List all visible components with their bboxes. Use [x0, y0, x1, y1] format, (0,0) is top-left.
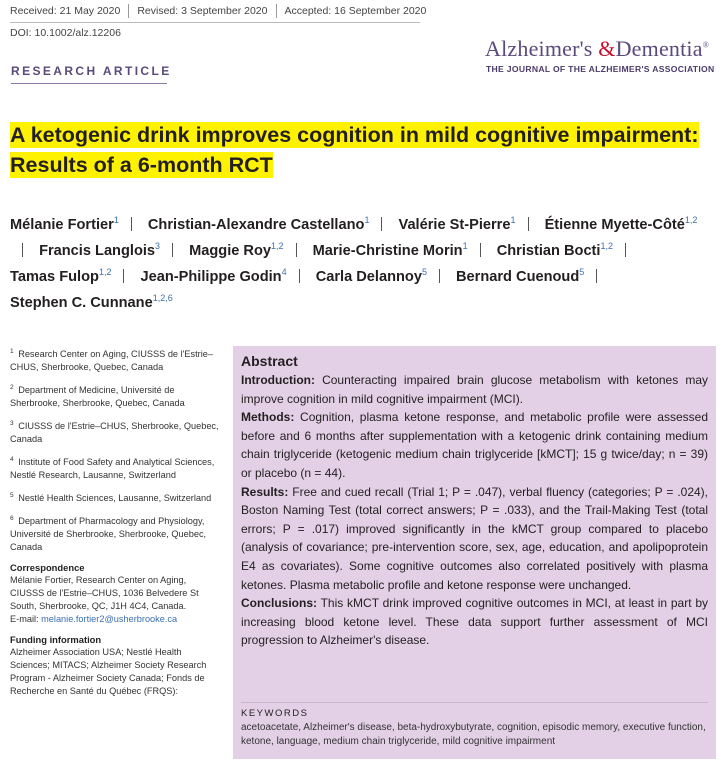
affiliation-list: [10, 345, 220, 554]
affiliation-item: $^5$ Nestlé Health Sciences, Lausanne, Switzerland: [10, 492, 212, 504]
affiliation-item: $^4$ Institute of Food Safety and Analytical Sciences, Nestlé Research, Lausanne, Switzerland: [10, 456, 215, 481]
author-name[interactable]: Bernard Cuenoud$^5$: [456, 267, 585, 285]
author-affiliation-marker[interactable]: 1: [462, 241, 468, 252]
author-name[interactable]: Maggie Roy$^{1,2}$: [189, 241, 284, 259]
author-divider: [123, 269, 124, 283]
author-affiliation-marker[interactable]: 1,2: [271, 241, 284, 252]
title-highlight: A ketogenic drink improves cognition in mild cognitive impairment: Results of a 6-month RCT: [10, 123, 699, 177]
author-divider: [22, 243, 23, 257]
abstract-methods: Methods: Cognition, plasma ketone response, and metabolic profile were assessed before and 6 months after supplementation with a ketogenic drink containing medium chain triglyceride (ketogenic medium chain triglyceride [kMCT]; 15 g twice/day; n = 39) or placebo (n = 44).: [241, 410, 708, 480]
funding: [10, 633, 220, 698]
author-affiliation-marker[interactable]: 1,2: [600, 241, 613, 252]
keywords-text: acetoacetate, Alzheimer's disease, beta-hydroxybutyrate, cognition, episodic memory, executive function, ketone, language, medium chain triglyceride, mild cognitive impairment: [241, 722, 706, 747]
affiliation-item: $^6$ Department of Pharmacology and Physiology, Université de Sherbrooke, Sherbrooke, Quebec, Canada: [10, 515, 207, 553]
journal-logo: Alzheimer's &Dementia®: [485, 36, 709, 61]
author-divider: [296, 243, 297, 257]
author-divider: [439, 269, 440, 283]
received-date: Received: 21 May 2020: [10, 4, 121, 17]
correspondence-email-link[interactable]: melanie.fortier2@usherbrooke.ca: [41, 614, 178, 625]
keywords-rule: [241, 702, 708, 703]
author-name[interactable]: Valérie St-Pierre$^1$: [398, 215, 516, 233]
author-affiliation-marker[interactable]: 1,2,6: [152, 293, 173, 304]
correspondence-text: Mélanie Fortier, Research Center on Aging, CIUSSS de l'Estrie–CHUS, 1036 Belvedere St South, Sherbrooke, QC, J1H 4C4, Canada.: [10, 575, 199, 612]
article-type-rule: [11, 83, 167, 84]
author-affiliation-marker[interactable]: 5: [421, 267, 427, 278]
abstract-introduction: Introduction: Counteracting impaired brain glucose metabolism with ketones may improve cognition in mild cognitive impairment (MCI).: [241, 373, 708, 406]
author-affiliation-marker[interactable]: 1: [510, 215, 516, 226]
author-name[interactable]: Tamas Fulop$^{1,2}$: [10, 267, 112, 285]
correspondence: [10, 561, 220, 626]
author-divider: [381, 217, 382, 231]
doi[interactable]: DOI: 10.1002/alz.12206: [10, 27, 121, 39]
author-name[interactable]: Jean-Philippe Godin$^4$: [140, 267, 287, 285]
author-affiliation-marker[interactable]: 4: [281, 267, 287, 278]
author-divider: [596, 269, 597, 283]
date-divider: [128, 4, 129, 18]
article-dates: [10, 4, 426, 18]
author-divider: [172, 243, 173, 257]
author-divider: [625, 243, 626, 257]
abstract-results: Results: Free and cued recall (Trial 1; P = .047), verbal fluency (categories; P = .024), Boston Naming Test (total correct answers; P = .033), and the Trail-Making Test (total errors; P = .017) improved significantly in the kMCT group compared to placebo (analysis of covariance; pre-intervention score, sex, age, education, and apolipoprotein E4 as covariates). Some cognitive outcomes also correlated positively with plasma ketones. Plasma metabolic profile and ketone response were unchanged.: [241, 484, 708, 592]
abstract-heading: Abstract: [241, 353, 298, 369]
author-name[interactable]: Francis Langlois$^3$: [39, 241, 161, 259]
journal-subtitle: THE JOURNAL OF THE ALZHEIMER'S ASSOCIATION: [486, 64, 715, 74]
keywords-heading: KEYWORDS: [241, 708, 309, 719]
author-list: [10, 212, 720, 316]
affiliation-item: $^1$ Research Center on Aging, CIUSSS de l'Estrie–CHUS, Sherbrooke, Quebec, Canada: [10, 348, 213, 373]
author-affiliation-marker[interactable]: 1: [364, 215, 370, 226]
author-name[interactable]: Christian Bocti$^{1,2}$: [496, 241, 613, 259]
correspondence-heading: Correspondence: [10, 562, 85, 574]
article-type: RESEARCH ARTICLE: [11, 64, 172, 78]
affiliations-column: [10, 345, 220, 705]
header-rule: [10, 22, 420, 23]
author-name[interactable]: Stephen C. Cunnane$^{1,2,6}$: [10, 293, 173, 311]
keywords: [241, 708, 709, 749]
author-name[interactable]: Étienne Myette-Côté$^{1,2}$: [544, 215, 698, 233]
author-name[interactable]: Christian-Alexandre Castellano$^1$: [147, 215, 370, 233]
author-divider: [299, 269, 300, 283]
author-divider: [131, 217, 132, 231]
abstract-box: [233, 346, 716, 759]
affiliation-item: $^3$ CIUSSS de l'Estrie–CHUS, Sherbrooke, Quebec, Canada: [10, 420, 219, 445]
date-divider: [276, 4, 277, 18]
author-divider: [480, 243, 481, 257]
article-title: [10, 120, 710, 180]
author-name[interactable]: Carla Delannoy$^5$: [315, 267, 427, 285]
author-affiliation-marker[interactable]: 1,2: [684, 215, 698, 226]
funding-heading: Funding information: [10, 634, 102, 646]
correspondence-email-line: E-mail: melanie.fortier2@usherbrooke.ca: [10, 614, 178, 625]
author-name[interactable]: Mélanie Fortier$^1$: [10, 215, 119, 233]
accepted-date: Accepted: 16 September 2020: [284, 4, 427, 17]
author-affiliation-marker[interactable]: 1,2: [98, 267, 112, 278]
affiliation-item: $^2$ Department of Medicine, Université de Sherbrooke, Sherbrooke, Quebec, Canada: [10, 384, 185, 409]
author-affiliation-marker[interactable]: 5: [579, 267, 585, 278]
funding-text: Alzheimer Association USA; Nestlé Health Sciences; MITACS; Alzheimer Society Research Program - Alzheimer Society Canada; Fonds de Recherche en Santé du Québec (FRQS):: [10, 647, 207, 697]
author-name[interactable]: Marie-Christine Morin$^1$: [312, 241, 468, 259]
abstract-conclusions: Conclusions: This kMCT drink improved cognitive outcomes in MCI, at least in part by increasing blood ketone level. These data support further assessment of MCI progression to Alzheimer's disease.: [241, 596, 708, 648]
author-affiliation-marker[interactable]: 1: [113, 215, 119, 226]
author-divider: [528, 217, 529, 231]
author-affiliation-marker[interactable]: 3: [155, 241, 161, 252]
revised-date: Revised: 3 September 2020: [137, 4, 268, 17]
